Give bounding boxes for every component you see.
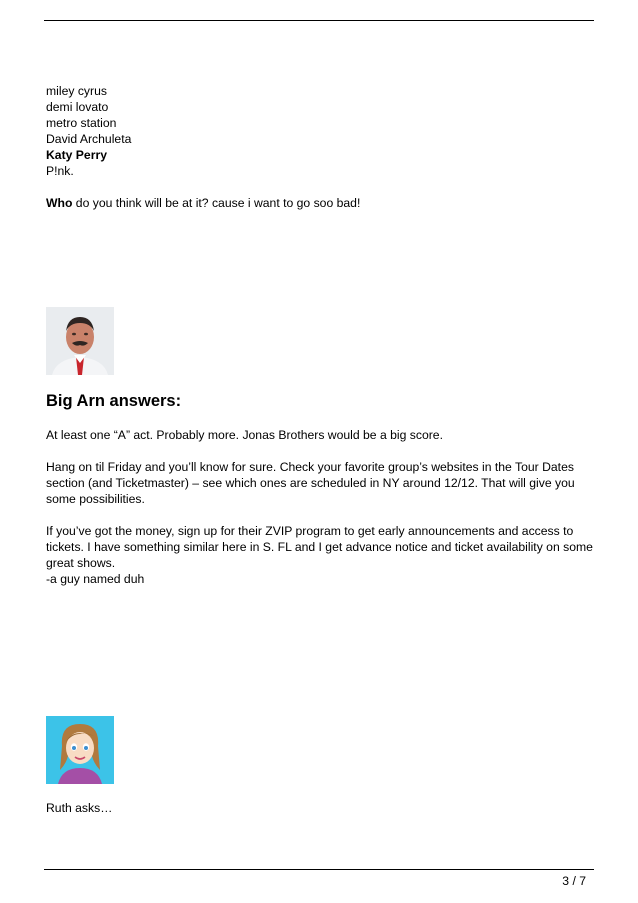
list-item: Katy Perry bbox=[46, 148, 107, 162]
answer-paragraph: If you’ve got the money, sign up for their ZVIP program to get early announcements and access to tickets. I have something similar here in S. FL and I get advance notice and ticket availability on some great shows. bbox=[46, 524, 593, 570]
next-asker: Ruth asks… bbox=[46, 801, 113, 815]
question-text bbox=[46, 195, 596, 211]
question-rest: do you think will be at it? cause i want to go soo bad! bbox=[72, 196, 361, 210]
cartoon-woman-icon bbox=[46, 716, 114, 784]
answer-paragraph: Hang on til Friday and you’ll know for sure. Check your favorite group’s websites in the Tour Dates section (and Ticketmaster) – see which ones are scheduled in NY around 12/12. That will give you some possibilities. bbox=[46, 460, 575, 506]
question-bold: Who bbox=[46, 196, 73, 210]
list-item: metro station bbox=[46, 116, 117, 130]
big-arn-avatar bbox=[46, 307, 114, 375]
artist-list bbox=[46, 83, 596, 179]
list-item: David Archuleta bbox=[46, 132, 132, 146]
ruth-avatar bbox=[46, 716, 114, 784]
answer-paragraph: At least one “A” act. Probably more. Jonas Brothers would be a big score. bbox=[46, 428, 443, 442]
footer-rule bbox=[44, 869, 594, 870]
answer-signature: -a guy named duh bbox=[46, 572, 145, 586]
list-item: demi lovato bbox=[46, 100, 109, 114]
list-item: miley cyrus bbox=[46, 84, 107, 98]
page-number: 3 / 7 bbox=[562, 874, 586, 888]
answer-heading: Big Arn answers: bbox=[46, 392, 182, 410]
list-item: P!nk. bbox=[46, 164, 74, 178]
man-portrait-icon bbox=[46, 307, 114, 375]
header-rule bbox=[44, 20, 594, 21]
